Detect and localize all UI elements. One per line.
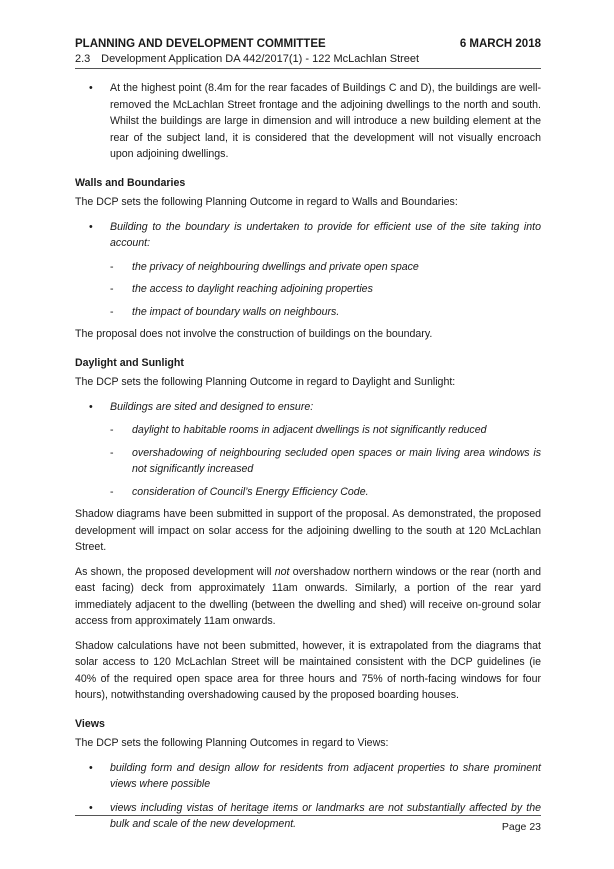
walls-outcome-bullet [75,219,541,252]
walls-dash-item: - the privacy of neighbouring dwellings and private open space [110,260,419,273]
views-heading: Views [75,717,105,730]
views-bullet: • building form and design allow for residents from adjacent properties to share prominent views where possible [89,761,541,790]
item-title: Development Application DA 442/2017(1) - 122 McLachlan Street [101,53,420,65]
daylight-heading: Daylight and Sunlight [75,356,184,369]
daylight-dash-item: - consideration of Council’s Energy Efficiency Code. [110,485,369,498]
daylight-para-3: Shadow calculations have not been submitted, however, it is extrapolated from the diagrams that solar access to 120 McLachlan Street will be maintained consistent with the DCP guidelines (ie 40% of the required open space area for three hours and 75% of north-facing windows for four hours), notwithstanding overshadowing caused by the proposed boarding houses. [75,639,541,701]
views-bullet: • views including vistas of heritage items or landmarks are not substantially affected by the bulk and scale of the new development. [89,801,541,830]
meeting-date: 6 MARCH 2018 [459,38,541,50]
item-number: 2.3 [75,53,91,65]
walls-outcome-text: Building to the boundary is undertaken to provide for efficient use of the site taking into account: [110,220,541,249]
bullet-icon: • [89,761,93,774]
bullet-icon: • [89,220,93,233]
daylight-outcome-text: Buildings are sited and designed to ensure: [110,400,314,413]
page-header [75,37,541,51]
daylight-dash-item: - overshadowing of neighbouring secluded open spaces or main living area windows is not significantly increased [110,446,541,475]
header-divider [75,68,541,69]
intro-bullet-text: At the highest point (8.4m for the rear facades of Buildings C and D), the buildings are well-removed the McLachlan Street frontage and the adjoining dwellings to the north and south. Whilst the buildings are large in dimension and will introduce a new building element at the rear of the subject land, it is considered that the development will not visually encroach upon adjoining dwellings. [110,82,541,160]
walls-conclusion: The proposal does not involve the construction of buildings on the boundary. [75,328,433,340]
bullet-icon: • [89,801,93,814]
intro-bullet [75,80,541,163]
daylight-para-2: As shown, the proposed development will not overshadow northern windows or the rear (north and east facing) deck from approximately 11am onwards. Similarly, a portion of the rear yard immediately adjacent to the dwelling (between the dwelling and shed) will receive on-ground solar access from approximately 11am onwards. [75,565,541,627]
bullet-icon: • [89,400,93,413]
daylight-intro: The DCP sets the following Planning Outcome in regard to Daylight and Sunlight: [75,376,456,388]
document-page [75,0,541,869]
body-content [75,80,541,840]
walls-dash-item: - the impact of boundary walls on neighbours. [110,305,340,318]
item-heading [75,52,541,66]
page-number: Page 23 [501,821,541,833]
walls-intro: The DCP sets the following Planning Outcome in regard to Walls and Boundaries: [75,196,458,208]
daylight-para-1: Shadow diagrams have been submitted in support of the proposal. As demonstrated, the proposed development will impact on solar access for the adjoining dwelling to the south at 120 McLachlan Street. [75,508,541,553]
daylight-dash-item: - daylight to habitable rooms in adjacent dwellings is not significantly reduced [110,424,487,436]
views-intro: The DCP sets the following Planning Outcomes in regard to Views: [75,737,389,749]
committee-name: PLANNING AND DEVELOPMENT COMMITTEE [75,38,326,50]
walls-heading: Walls and Boundaries [75,176,186,189]
footer-divider [75,815,541,816]
daylight-outcome-bullet [75,399,541,416]
walls-dash-item: - the access to daylight reaching adjoining properties [110,283,373,295]
bullet-icon: • [89,82,93,94]
